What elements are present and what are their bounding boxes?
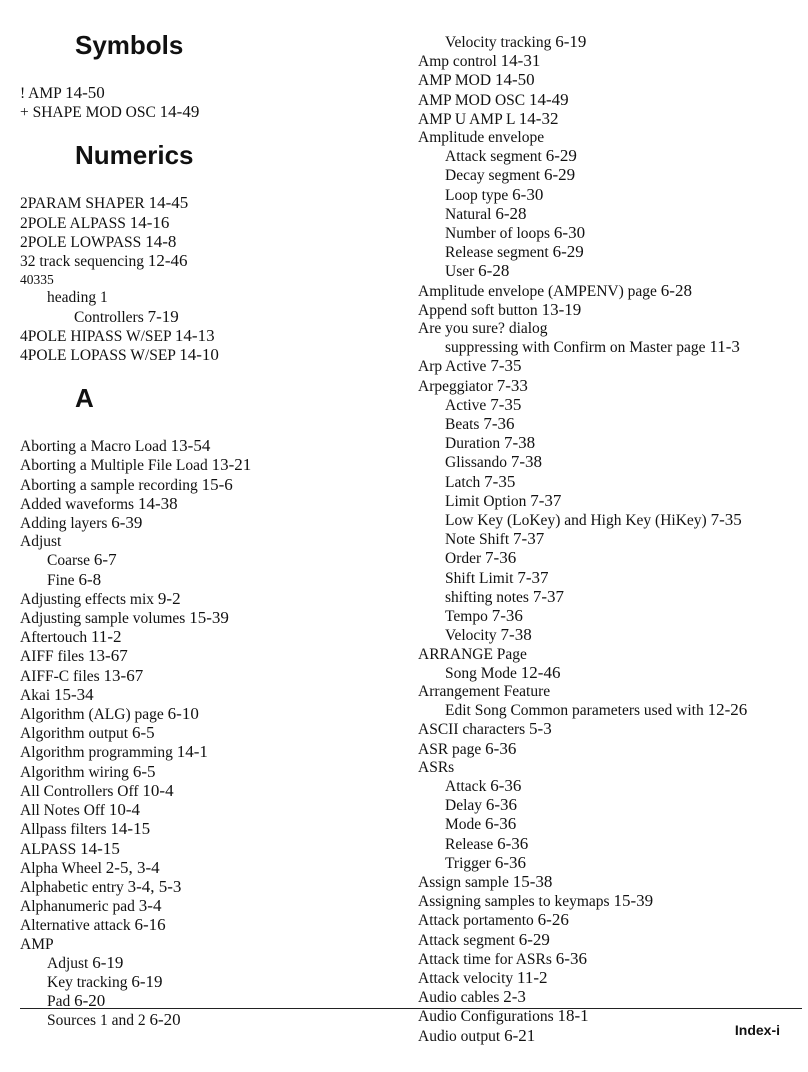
index-subentry: Edit Song Common parameters used with 12-26: [445, 700, 748, 720]
index-subentry: Release segment 6-29: [445, 242, 584, 262]
index-entry: Aftertouch 11-2: [20, 627, 122, 647]
index-entry: Arrangement Feature: [418, 682, 551, 700]
index-subentry: Note Shift 7-37: [445, 529, 545, 549]
index-left-column: [20, 0, 405, 1031]
index-subentry: Limit Option 7-37: [445, 490, 562, 510]
index-subentry: User 6-28: [445, 261, 510, 281]
index-subentry: Controllers 7-19: [74, 306, 179, 326]
index-entry: Adjust: [20, 533, 62, 551]
index-subentry: Tempo 7-36: [445, 606, 523, 626]
index-entry: Algorithm wiring 6-5: [20, 761, 156, 781]
index-entry: AIFF files 13-67: [20, 646, 128, 666]
index-subentry: Key tracking 6-19: [47, 971, 163, 991]
index-entry: Adding layers 6-39: [20, 513, 143, 533]
index-entry: Aborting a sample recording 15-6: [20, 474, 233, 494]
index-entry: AMP: [20, 935, 54, 953]
index-entry: Arpeggiator 7-33: [418, 375, 528, 395]
index-entry: Attack velocity 11-2: [418, 967, 548, 987]
index-entry: Alternative attack 6-16: [20, 915, 166, 935]
index-subentry: Order 7-36: [445, 548, 517, 568]
index-subentry: Active 7-35: [445, 394, 522, 414]
index-subentry: Shift Limit 7-37: [445, 567, 549, 587]
index-entry: Audio Configurations 18-1: [418, 1006, 589, 1026]
index-entry: AMP U AMP L 14-32: [418, 108, 559, 128]
index-entry: All Notes Off 10-4: [20, 800, 141, 820]
index-group-symbols: [20, 84, 405, 122]
section-heading-a: A: [75, 383, 94, 414]
index-entry: Allpass filters 14-15: [20, 819, 151, 839]
index-right-column: [418, 0, 800, 1046]
index-entry: Amplitude envelope (AMPENV) page 6-28: [418, 280, 692, 300]
index-entry: Are you sure? dialog: [418, 320, 548, 338]
index-entry: ! AMP 14-50: [20, 83, 105, 102]
section-heading-symbols: Symbols: [75, 30, 184, 60]
index-entry: Algorithm output 6-5: [20, 723, 155, 743]
index-subentry: Natural 6-28: [445, 203, 527, 223]
index-entry: Audio cables 2-3: [418, 987, 526, 1007]
index-subentry: Fine 6-8: [47, 569, 102, 589]
index-entry: + SHAPE MOD OSC 14-49: [20, 102, 200, 122]
index-subentry: suppressing with Confirm on Master page 11-3: [445, 337, 740, 357]
index-entry: Alpha Wheel 2-5, 3-4: [20, 857, 160, 877]
index-subentry: Velocity tracking 6-19: [445, 32, 587, 51]
index-subentry: Coarse 6-7: [47, 550, 117, 570]
index-subentry: Number of loops 6-30: [445, 223, 586, 243]
index-subentry: Adjust 6-19: [47, 952, 124, 972]
index-entry: 4POLE HIPASS W/SEP 14-13: [20, 325, 215, 345]
index-entry: Adjusting effects mix 9-2: [20, 588, 181, 608]
index-entry: AIFF-C files 13-67: [20, 665, 144, 685]
index-entry: Alphanumeric pad 3-4: [20, 896, 162, 916]
index-entry: Arp Active 7-35: [418, 356, 522, 376]
index-entry: Append soft button 13-19: [418, 299, 582, 319]
index-subentry: Glissando 7-38: [445, 452, 543, 472]
index-entry: 40335: [20, 272, 54, 288]
index-entry: ASR page 6-36: [418, 738, 517, 758]
index-subentry: Sources 1 and 2 6-20: [47, 1010, 181, 1030]
index-subentry: Low Key (LoKey) and High Key (HiKey) 7-35: [445, 510, 742, 530]
index-subentry: Mode 6-36: [445, 814, 517, 834]
index-entry: Assigning samples to keymaps 15-39: [418, 891, 654, 911]
section-heading-numerics: Numerics: [75, 140, 194, 171]
index-entry: 2POLE LOWPASS 14-8: [20, 231, 177, 251]
index-subentry: Song Mode 12-46: [445, 662, 561, 682]
index-entry: 32 track sequencing 12-46: [20, 251, 188, 271]
index-entry: Added waveforms 14-38: [20, 493, 178, 513]
index-entry: ARRANGE Page: [418, 645, 527, 663]
index-subentry: Duration 7-38: [445, 433, 536, 453]
index-entry: Attack segment 6-29: [418, 929, 550, 949]
index-entry: Attack portamento 6-26: [418, 910, 569, 930]
index-group-a: [20, 437, 405, 1030]
index-subentry: heading 1: [47, 289, 108, 307]
index-entry: Audio output 6-21: [418, 1025, 536, 1045]
index-entry: Amplitude envelope: [418, 129, 545, 147]
index-entry: 2POLE ALPASS 14-16: [20, 212, 170, 232]
index-entry: AMP MOD 14-50: [418, 70, 535, 90]
index-subentry: Decay segment 6-29: [445, 165, 576, 185]
index-subentry: Attack 6-36: [445, 775, 522, 795]
index-entry: ASRs: [418, 758, 455, 776]
index-entry: ALPASS 14-15: [20, 838, 120, 858]
page-number-label: Index-i: [734, 1022, 780, 1038]
index-entry: Amp control 14-31: [418, 51, 541, 71]
index-entry: Algorithm (ALG) page 6-10: [20, 704, 199, 724]
index-subentry: Velocity 7-38: [445, 625, 532, 645]
index-subentry: Pad 6-20: [47, 991, 106, 1011]
index-entry: Aborting a Multiple File Load 13-21: [20, 455, 252, 475]
index-subentry: Delay 6-36: [445, 795, 518, 815]
index-entry: 2PARAM SHAPER 14-45: [20, 193, 189, 213]
index-group-numerics: [20, 194, 405, 365]
index-entry: Attack time for ASRs 6-36: [418, 948, 587, 968]
index-entry: AMP MOD OSC 14-49: [418, 89, 569, 109]
footer-rule: [20, 1008, 802, 1009]
index-subentry: Trigger 6-36: [445, 852, 526, 872]
index-subentry: shifting notes 7-37: [445, 586, 565, 606]
index-entry: Aborting a Macro Load 13-54: [20, 436, 211, 456]
index-entry: 4POLE LOPASS W/SEP 14-10: [20, 345, 219, 365]
index-subentry: Beats 7-36: [445, 414, 515, 434]
index-entry: All Controllers Off 10-4: [20, 780, 174, 800]
index-subentry: Release 6-36: [445, 833, 529, 853]
index-entry: ASCII characters 5-3: [418, 719, 552, 739]
index-subentry: Loop type 6-30: [445, 184, 544, 204]
index-entry: Akai 15-34: [20, 684, 94, 704]
index-entry: Algorithm programming 14-1: [20, 742, 208, 762]
index-subentry: Latch 7-35: [445, 471, 516, 491]
index-entry: Adjusting sample volumes 15-39: [20, 608, 229, 628]
index-entry: Alphabetic entry 3-4, 5-3: [20, 876, 182, 896]
index-entry: Assign sample 15-38: [418, 871, 553, 891]
index-subentry: Attack segment 6-29: [445, 146, 577, 166]
